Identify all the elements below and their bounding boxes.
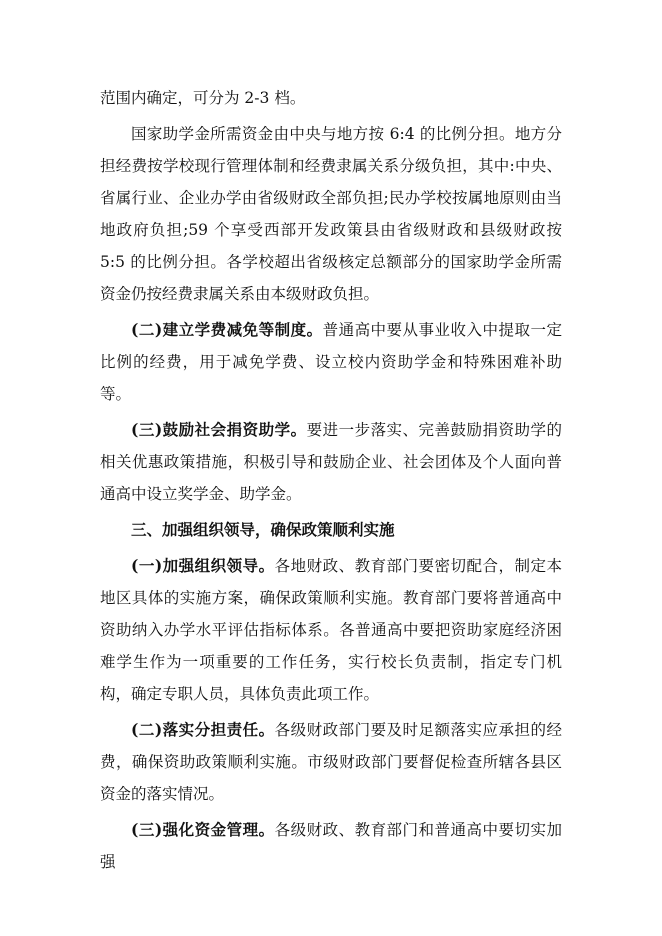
paragraph-text: 国家助学金所需资金由中央与地方按 6:4 的比例分担。地方分担经费按学校现行管理体制和经费隶属关系分级负担，其中:中央、省属行业、企业办学由省级财政全部负担;民办学校按属地原则由当地政府负担;59 个享受西部开发政策县由省级财政和县级财政按 5:5 的比例分担。各学校超出省级核定总额部分的国家助学金所需资金仍按经费隶属关系由本级财政负担。: [100, 125, 562, 303]
paragraph-fund-management: [100, 814, 562, 878]
paragraph-organization-leadership: [100, 550, 562, 710]
paragraph-lead: (二)建立学费减免等制度。: [131, 320, 323, 339]
paragraph-lead: (三)鼓励社会捐资助学。: [131, 420, 307, 439]
paragraph-text: 范围内确定，可分为 2-3 档。: [100, 89, 306, 107]
paragraph-text: 各级财政部门要及时足额落实应承担的经费，确保资助政策顺利实施。市级财政部门要督促检查所辖各县区资金的落实情况。: [100, 721, 562, 803]
paragraph-lead: (二)落实分担责任。: [131, 720, 275, 739]
paragraph-social-donation: [100, 414, 562, 510]
paragraph-text: 各地财政、教育部门要密切配合，制定本地区具体的实施方案，确保政策顺利实施。教育部门要将普通高中资助纳入办学水平评估指标体系。各普通高中要把资助家庭经济困难学生作为一项重要的工作任务，实行校长负责制，指定专门机构，确定专职人员，具体负责此项工作。: [100, 557, 562, 703]
paragraph-text: 各级财政、教育部门和普通高中要切实加强: [100, 821, 562, 871]
paragraph-tuition-waiver: [100, 314, 562, 410]
paragraph-text: 要进一步落实、完善鼓励捐资助学的相关优惠政策措施，积极引导和鼓励企业、社会团体及个人面向普通高中设立奖学金、助学金。: [100, 421, 562, 503]
document-page: [100, 82, 562, 882]
section-heading-text: 三、加强组织领导，确保政策顺利实施: [131, 520, 395, 539]
paragraph-funding-share: [100, 118, 562, 310]
paragraph-lead: (一)加强组织领导。: [131, 556, 275, 575]
section-heading: [100, 514, 562, 546]
paragraph-intro-tail: [100, 82, 562, 114]
paragraph-responsibility: [100, 714, 562, 810]
paragraph-lead: (三)强化资金管理。: [131, 820, 275, 839]
paragraph-text: 普通高中要从事业收入中提取一定比例的经费，用于减免学费、设立校内资助学金和特殊困难补助等。: [100, 321, 562, 403]
